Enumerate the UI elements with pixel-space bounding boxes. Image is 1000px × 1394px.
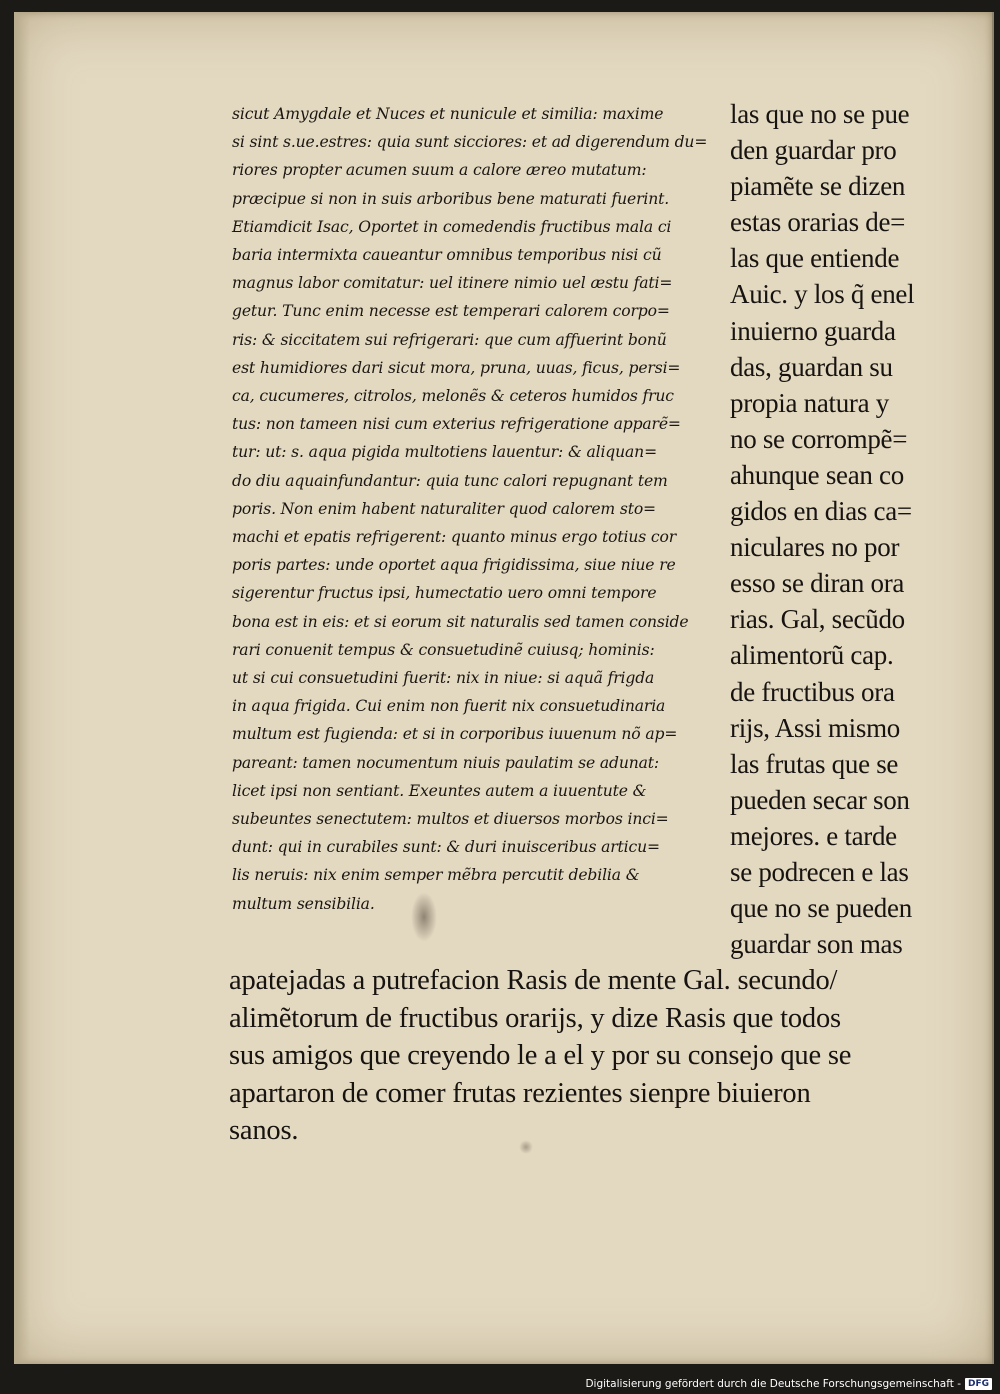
latin-line: lis neruis: nix enim semper mẽbra percutit debilia &: [232, 866, 640, 885]
latin-line: ris: & siccitatem sui refrigerari: que cum affuerint bonũ: [232, 330, 667, 349]
ink-smudge: [411, 892, 437, 942]
latin-line: ca, cucumeres, citrolos, melonẽs & ceteros humidos fruc: [232, 387, 674, 406]
dfg-logo: DFG: [965, 1378, 992, 1390]
latin-line: ut si cui consuetudini fuerit: nix in niue: si aquã frigda: [232, 669, 655, 688]
latin-line: tur: ut: s. aqua pigida multotiens lauentur: & aliquan=: [232, 443, 657, 462]
latin-line: poris partes: unde oportet aqua frigidissima, siue niue re: [232, 556, 676, 575]
spanish-line: propia natura y: [730, 387, 889, 418]
spanish-line: niculares no por: [730, 532, 900, 563]
spanish-line: alimentorũ cap.: [730, 640, 894, 671]
latin-line: do diu aquainfundantur: quia tunc calori repugnant tem: [232, 471, 668, 490]
latin-line: subeuntes senectutem: multos et diuersos morbos inci=: [232, 810, 669, 829]
spanish-line: den guardar pro: [730, 135, 897, 166]
bottom-paragraph: [229, 962, 959, 1150]
spanish-main-column: [730, 96, 960, 962]
spanish-line: gidos en dias ca=: [730, 496, 912, 527]
spanish-line: se podrecen e las: [730, 856, 909, 887]
spanish-line: rijs, Assi mismo: [730, 712, 900, 743]
latin-line: bona est in eis: et si eorum sit naturalis sed tamen conside: [232, 612, 689, 631]
paragraph-line: sus amigos que creyendo le a el y por su consejo que se: [229, 1040, 852, 1071]
spanish-line: das, guardan su: [730, 351, 893, 382]
footer-credit-text: Digitalisierung gefördert durch die Deutsche Forschungsgemeinschaft -: [585, 1378, 961, 1390]
spanish-line: Auic. y los q̃ enel: [730, 279, 915, 310]
paragraph-line: apatejadas a putrefacion Rasis de mente Gal. secundo/: [229, 965, 838, 996]
latin-line: præcipue si non in suis arboribus bene maturati fuerint.: [232, 189, 670, 208]
spanish-line: esso se diran ora: [730, 568, 905, 599]
latin-line: dunt: qui in curabiles sunt: & duri inuisceribus articu=: [232, 838, 660, 857]
latin-line: multum sensibilia.: [232, 894, 375, 913]
latin-line: multum est fugienda: et si in corporibus iuuenum nõ ap=: [232, 725, 678, 744]
spanish-line: no se corrompẽ=: [730, 423, 908, 454]
paragraph-line: apartaron de comer frutas rezientes sienpre biuieron: [229, 1077, 811, 1109]
latin-line: sicut Amygdale et Nuces et nunicule et similia: maxime: [232, 105, 664, 123]
page-binding-shadow: [14, 12, 30, 1364]
latin-line: baria intermixta caueantur omnibus temporibus nisi cũ: [232, 246, 662, 265]
book-page: [14, 12, 994, 1364]
latin-line: in aqua frigida. Cui enim non fuerit nix consuetudinaria: [232, 697, 666, 716]
spanish-line: estas orarias de=: [730, 207, 906, 238]
latin-line: pareant: tamen nocumentum niuis paulatim se adunat:: [232, 753, 660, 772]
paragraph-line: alimẽtorum de fructibus orarijs, y dize Rasis que todos: [229, 1002, 841, 1034]
spanish-line: pueden secar son: [730, 784, 910, 815]
spanish-line: de fructibus ora: [730, 676, 895, 707]
latin-line: licet ipsi non sentiant. Exeuntes autem a iuuentute &: [232, 781, 647, 800]
spanish-line: mejores. e tarde: [730, 820, 897, 851]
spanish-line: inuierno guarda: [730, 315, 896, 346]
latin-line: getur. Tunc enim necesse est temperari calorem corpo=: [232, 302, 670, 321]
latin-line: est humidiores dari sicut mora, pruna, uuas, ficus, persi=: [232, 358, 681, 377]
latin-line: sigerentur fructus ipsi, humectatio uero omni tempore: [232, 584, 657, 603]
paragraph-line: sanos.: [229, 1115, 299, 1146]
latin-line: si sint s.ue.estres: quia sunt sicciores: et ad digerendum du=: [232, 133, 708, 152]
spanish-line: ahunque sean co: [730, 459, 904, 490]
latin-line: Etiamdicit Isac, Oportet in comedendis fructibus mala ci: [232, 217, 672, 236]
latin-commentary-column: [232, 100, 720, 918]
latin-line: machi et epatis refrigerent: quanto minus ergo totius cor: [232, 528, 677, 547]
latin-line: tus: non tameen nisi cum exterius refrigeratione apparẽ=: [232, 415, 681, 434]
spanish-line: que no se pueden: [730, 893, 912, 924]
latin-line: rari conuenit tempus & consuetudinẽ cuiusq; hominis:: [232, 640, 655, 659]
spanish-line: las que no se pue: [730, 99, 910, 129]
spanish-line: rias. Gal, secũdo: [730, 604, 905, 635]
latin-line: magnus labor comitatur: uel itinere nimio uel æstu fati=: [232, 274, 673, 293]
latin-line: poris. Non enim habent naturaliter quod calorem sto=: [232, 499, 656, 518]
latin-line: riores propter acumen suum a calore æreo mutatum:: [232, 161, 647, 180]
spanish-line: guardar son mas: [730, 929, 903, 960]
spanish-line: piamẽte se dizen: [730, 171, 906, 202]
spanish-line: las frutas que se: [730, 748, 899, 779]
digitization-footer: [585, 1378, 992, 1390]
spanish-line: las que entiende: [730, 243, 900, 274]
paper-speck: [519, 1140, 533, 1154]
